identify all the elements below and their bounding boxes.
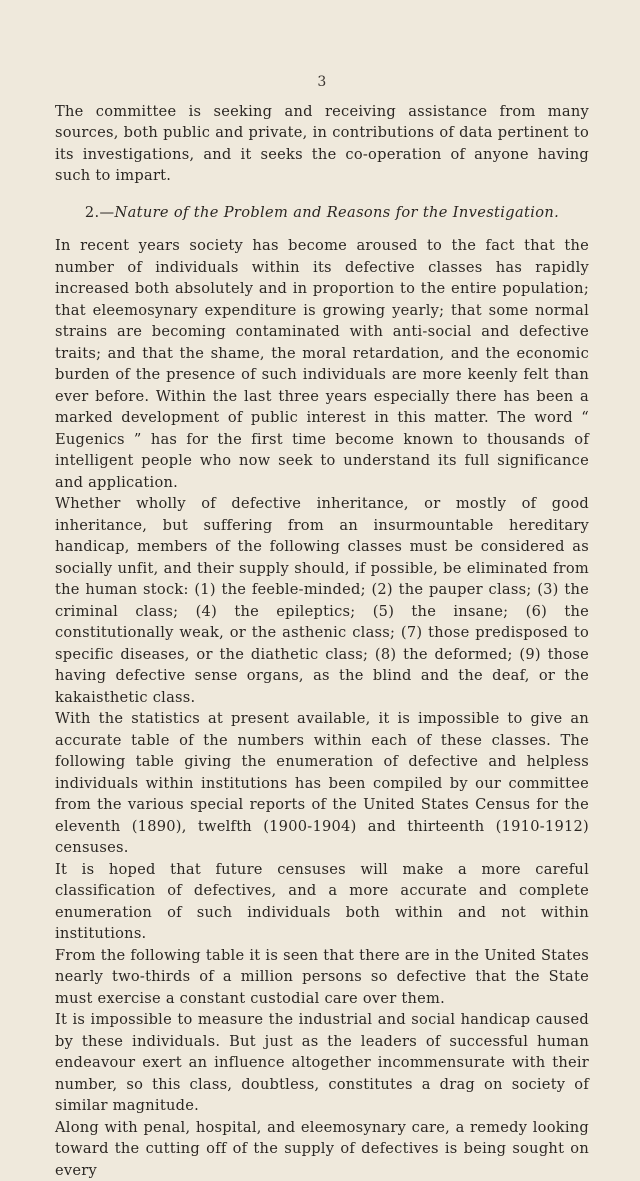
- section-number: 2.—: [85, 204, 115, 221]
- section-title: Nature of the Problem and Reasons for the Investigation.: [114, 204, 559, 221]
- paragraph-6: It is impossible to measure the industrial and social handicap caused by these individuals. But just as the leaders of successful human endeavour exert an influence altogether incommensurate with their number, so this class, doubtless, constitutes a drag on society of similar magnitude.: [55, 1009, 589, 1117]
- document-page: [55, 72, 589, 1181]
- paragraph-4: It is hoped that future censuses will make a more careful classification of defectives, and a more accurate and complete enumeration of such individuals both within and not within institutions.: [55, 859, 589, 945]
- section-heading: [55, 202, 589, 224]
- page-number: 3: [55, 72, 589, 94]
- intro-paragraph: The committee is seeking and receiving assistance from many sources, both public and private, in contributions of data pertinent to its investigations, and it seeks the co-operation of anyone having such to impart.: [55, 101, 589, 187]
- paragraph-7: Along with penal, hospital, and eleemosynary care, a remedy looking toward the cutting off of the supply of defectives is being sought on every: [55, 1117, 589, 1181]
- paragraph-2: Whether wholly of defective inheritance, or mostly of good inheritance, but suffering from an insurmountable hereditary handicap, members of the following classes must be considered as socially unfit, and their supply should, if possible, be eliminated from the human stock: (1) the feeble-minded; (2) the pauper class; (3) the criminal class; (4) the epileptics; (5) the insane; (6) the constitutionally weak, or the asthenic class; (7) those predisposed to specific diseases, or the diathetic class; (8) the deformed; (9) those having defective sense organs, as the blind and the deaf, or the kakaisthetic class.: [55, 493, 589, 708]
- paragraph-5: From the following table it is seen that there are in the United States nearly two-thirds of a million persons so defective that the State must exercise a constant custodial care over them.: [55, 945, 589, 1010]
- paragraph-3: With the statistics at present available, it is impossible to give an accurate table of the numbers within each of these classes. The following table giving the enumeration of defective and helpless individuals within institutions has been compiled by our committee from the various special reports of the United States Census for the eleventh (1890), twelfth (1900-1904) and thirteenth (1910-1912) censuses.: [55, 708, 589, 859]
- paragraph-1: In recent years society has become aroused to the fact that the number of individuals within its defective classes has rapidly increased both absolutely and in proportion to the entire population; that eleemosynary expenditure is growing yearly; that some normal strains are becoming contaminated with anti-social and defective traits; and that the shame, the moral retardation, and the economic burden of the presence of such individuals are more keenly felt than ever before. Within the last three years especially there has been a marked development of public interest in this matter. The word “ Eugenics ” has for the first time become known to thousands of intelligent people who now seek to understand its full significance and application.: [55, 235, 589, 493]
